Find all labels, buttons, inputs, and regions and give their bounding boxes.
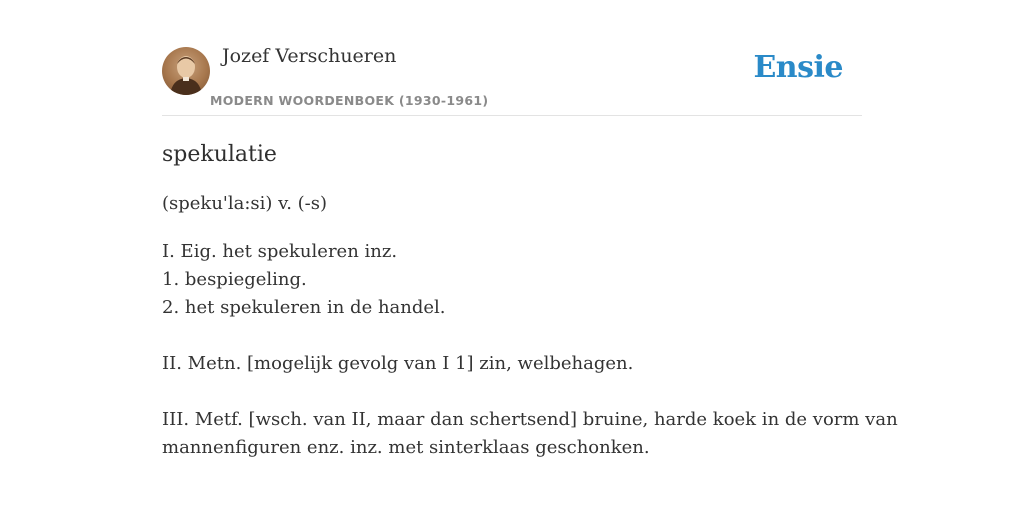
definition-spacer <box>162 322 862 350</box>
definition-line: 1. bespiegeling. <box>162 269 307 290</box>
definition-line: I. Eig. het spekuleren inz. <box>162 241 398 262</box>
definition-line: mannenfiguren enz. inz. met sinterklaas geschonken. <box>162 437 650 458</box>
definition-spacer <box>162 378 862 406</box>
author-avatar[interactable] <box>162 47 210 95</box>
definition-line: III. Metf. [wsch. van II, maar dan schertsend] bruine, harde koek in de vorm van <box>162 409 898 430</box>
entry-pronunciation: (speku'la:si) v. (-s) <box>162 193 328 214</box>
entry-card <box>162 40 898 462</box>
entry-definition <box>162 238 898 462</box>
definition-line: 2. het spekuleren in de handel. <box>162 297 446 318</box>
brand-logo[interactable]: Ensie <box>753 50 843 85</box>
entry-header <box>162 40 862 116</box>
author-portrait-icon <box>162 47 210 95</box>
entry-title: spekulatie <box>162 142 277 167</box>
author-name[interactable]: Jozef Verschueren <box>222 45 397 67</box>
definition-line: II. Metn. [mogelijk gevolg van I 1] zin, welbehagen. <box>162 353 634 374</box>
source-label[interactable]: MODERN WOORDENBOEK (1930-1961) <box>210 93 489 108</box>
